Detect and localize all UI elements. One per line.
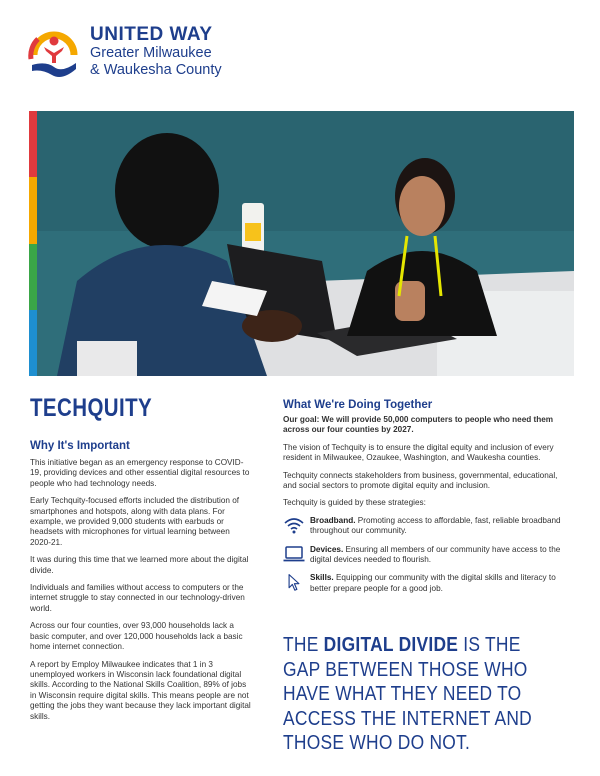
logo bbox=[28, 25, 288, 87]
together-paragraph: The vision of Techquity is to ensure the digital equity and inclusion of every resident in Milwaukee, Ozaukee, Washington, and Waukesha counties. bbox=[283, 442, 554, 463]
wifi-icon bbox=[283, 516, 305, 534]
strategy-text: Promoting access to affordable, fast, reliable broadband throughout our community. bbox=[310, 515, 561, 536]
strategy-title: Devices. bbox=[310, 544, 344, 554]
goal-statement: Our goal: We will provide 50,000 computers to people who need them across our four counties by 2027. bbox=[283, 415, 554, 435]
strategy-devices bbox=[283, 545, 573, 566]
org-name-line3: & Waukesha County bbox=[90, 62, 222, 78]
color-stripe bbox=[29, 111, 37, 376]
strategy-title: Broadband. bbox=[310, 515, 356, 525]
hero-photo bbox=[37, 111, 574, 376]
quote-post: IS THE GAP BETWEEN THOSE WHO HAVE WHAT THEY NEED TO ACCESS THE INTERNET AND THOSE WHO DO NOT. bbox=[283, 634, 533, 754]
why-section bbox=[30, 440, 252, 729]
why-paragraph: Across our four counties, over 93,000 households lack a basic computer, and over 120,000 households lack a basic home internet connection. bbox=[30, 621, 243, 652]
laptop-icon bbox=[283, 545, 305, 563]
pull-quote bbox=[283, 633, 544, 756]
quote-highlight: DIGITAL DIVIDE bbox=[323, 634, 459, 656]
together-paragraph: Techquity connects stakeholders from business, governmental, educational, and social sectors to promote digital equity and inclusion. bbox=[283, 470, 558, 491]
why-paragraph: This initiative began as an emergency response to COVID-19, providing devices and other essential digital resources to people who had technology needs. bbox=[30, 458, 250, 488]
strategy-title: Skills. bbox=[310, 573, 334, 583]
together-heading: What We're Doing Together bbox=[283, 399, 433, 411]
cursor-icon bbox=[283, 573, 305, 591]
photo-illustration bbox=[37, 111, 574, 376]
strategy-broadband bbox=[283, 516, 573, 537]
why-heading: Why It's Important bbox=[30, 440, 130, 452]
org-name-line1: UNITED WAY bbox=[90, 24, 213, 45]
together-paragraph: Techquity is guided by these strategies: bbox=[283, 498, 426, 508]
org-name-line2: Greater Milwaukee bbox=[90, 45, 212, 61]
strategy-text: Equipping our community with the digital skills and literacy to better prepare people for a good job. bbox=[310, 573, 556, 593]
why-paragraph: Individuals and families without access to computers or the internet struggle to stay connected in our technology-driven world. bbox=[30, 583, 245, 613]
strategy-skills bbox=[283, 573, 573, 594]
strategy-text: Ensuring all members of our community have access to the digital devices needed to flourish. bbox=[310, 544, 561, 565]
page-title: TECHQUITY bbox=[30, 394, 153, 422]
together-section bbox=[283, 399, 573, 602]
why-paragraph: Early Techquity-focused efforts included the distribution of smartphones and hotspots, along with data plans. For example, we provided 9,000 students with earbuds or headsets with microphones for virtual learning between 2020-21. bbox=[30, 496, 240, 547]
why-paragraph: A report by Employ Milwaukee indicates that 1 in 3 unemployed workers in Wisconsin lack foundational digital skills. According to the National Skills Coalition, 89% of jobs in Wisconsin require digital skills. This means people are not getting the jobs they want because they lack important digital skills. bbox=[30, 659, 251, 721]
united-way-logo-icon bbox=[28, 25, 80, 81]
why-paragraph: It was during this time that we learned more about the digital divide. bbox=[30, 555, 249, 575]
quote-pre: THE bbox=[283, 634, 324, 656]
